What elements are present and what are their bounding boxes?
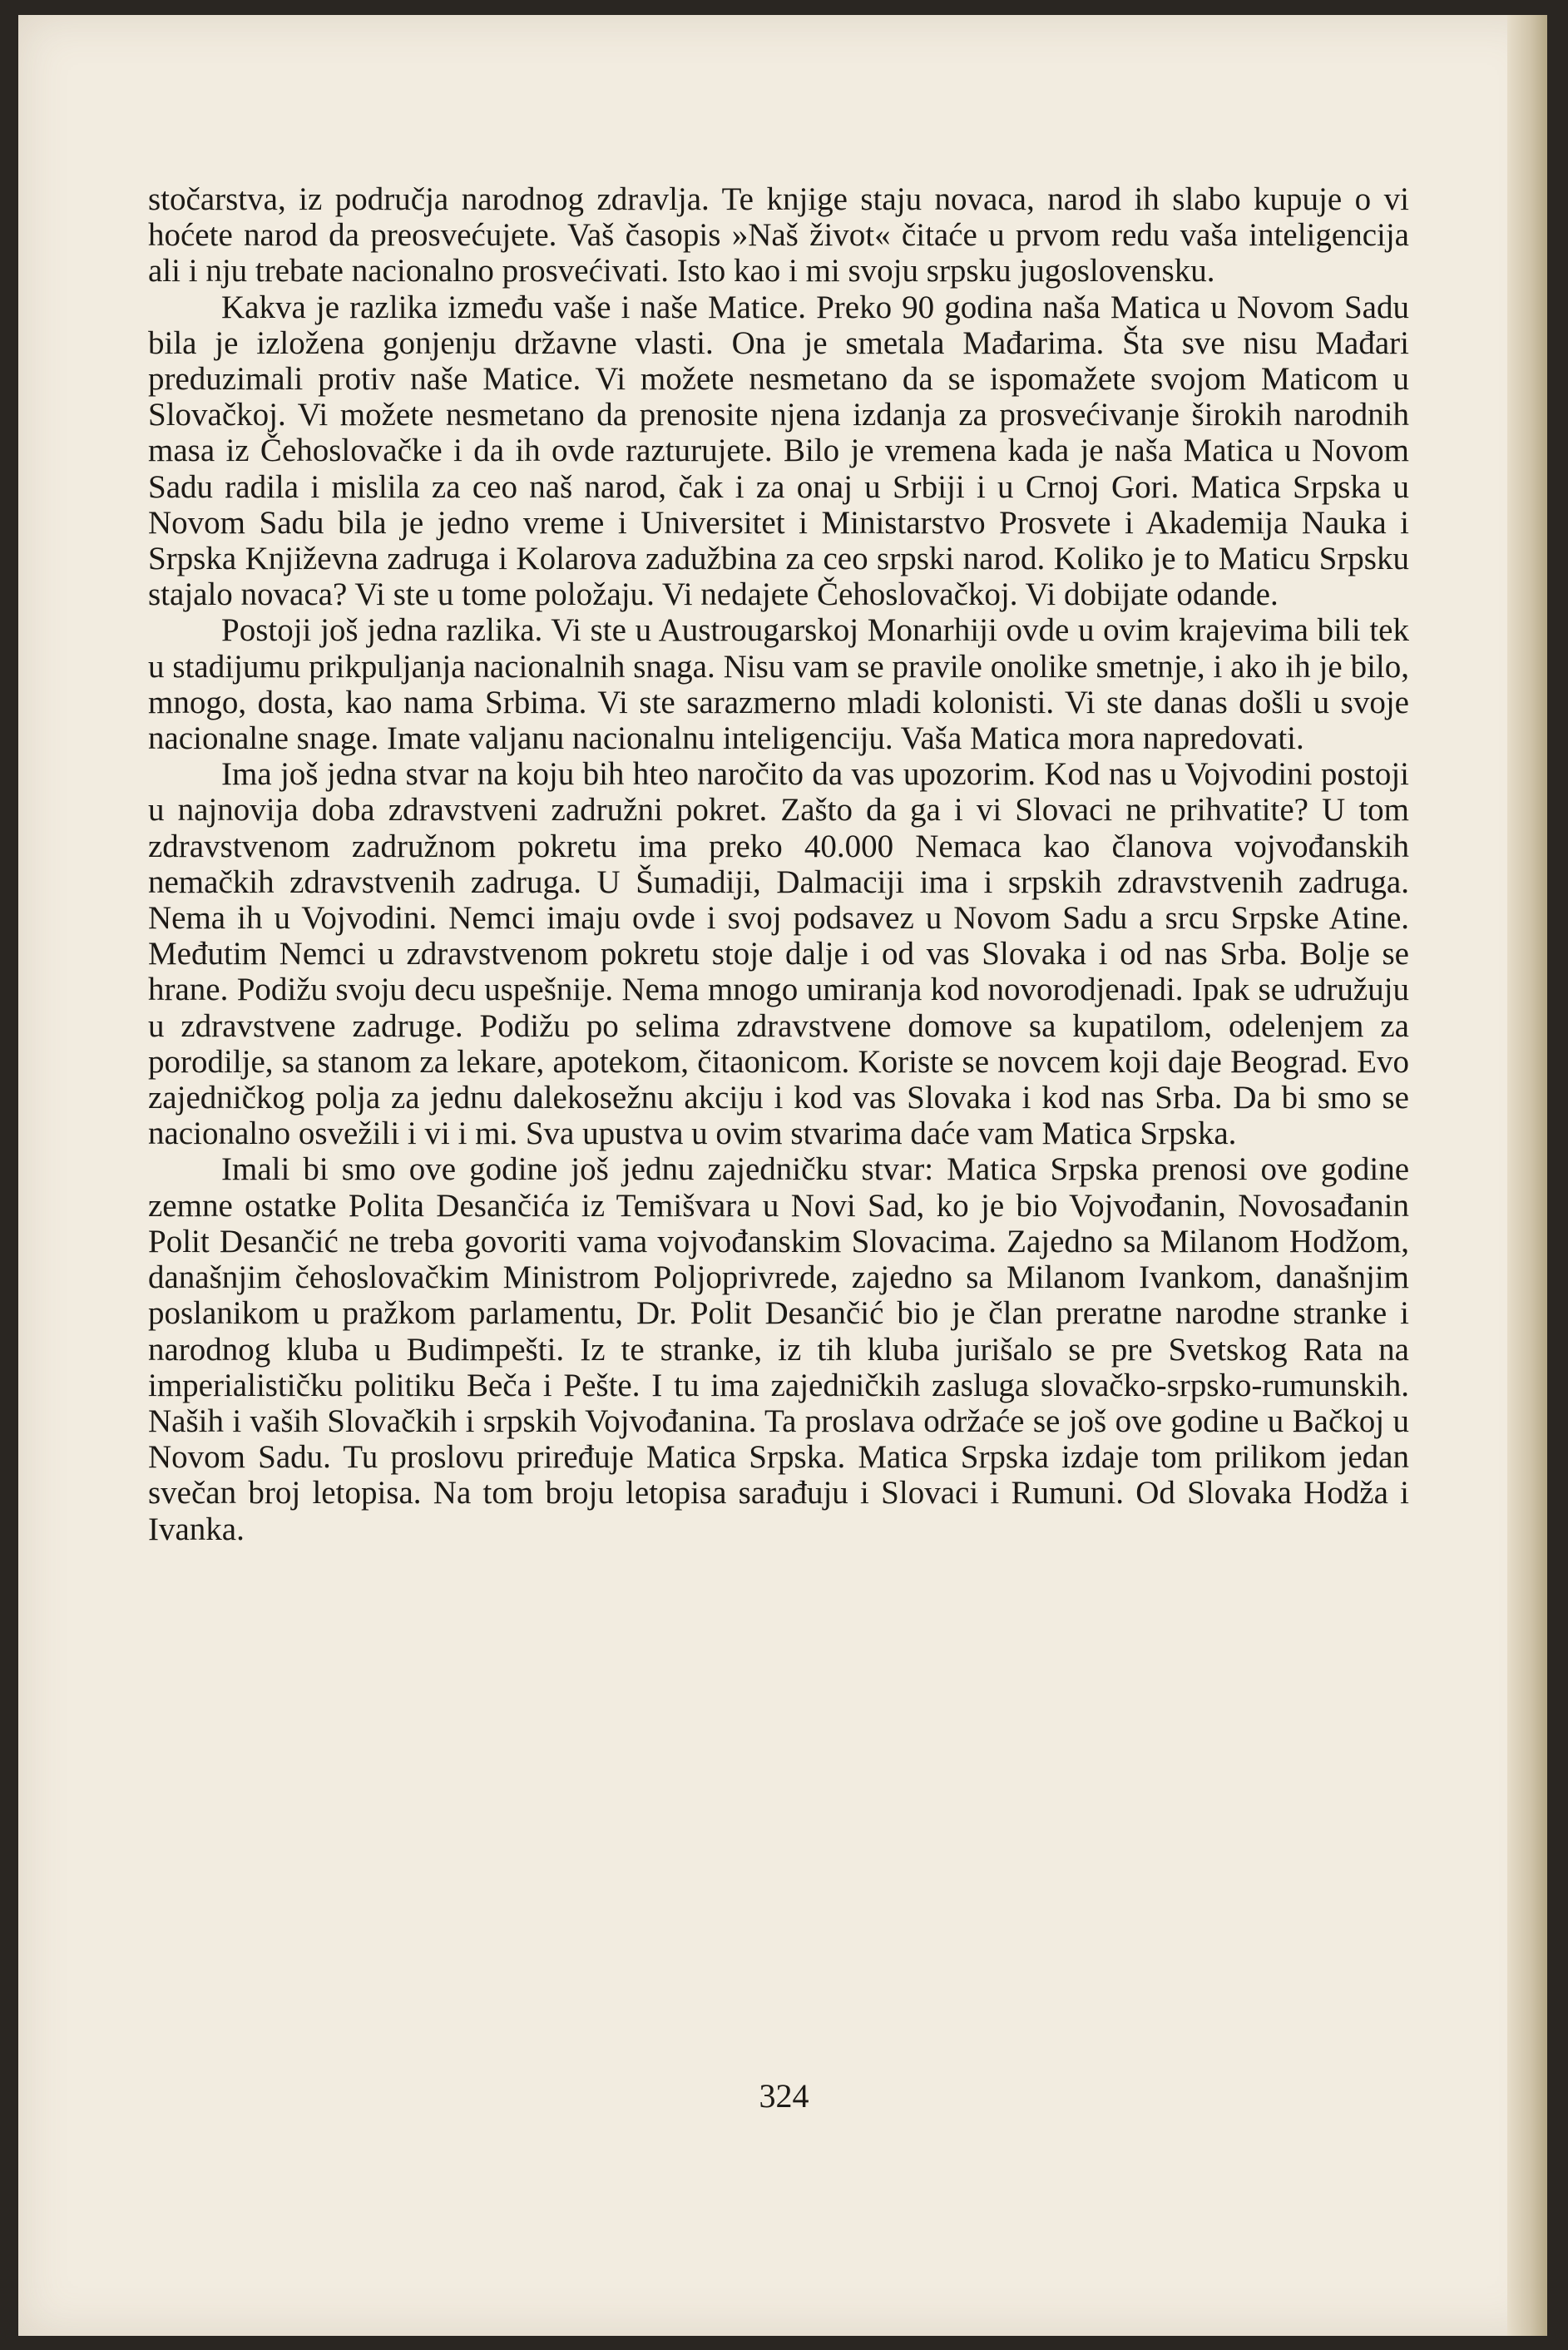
page-number: 324 <box>759 2077 809 2115</box>
paragraph-2: Kakva je razlika između vaše i naše Matice. Preko 90 godina naša Matica u Novom Sadu bila je izložena gonjenju državne vlasti. Ona je smetala Mađarima. Šta sve nisu Mađari preduzimali protiv naše Matice. Vi možete nesmetano da se ispomažete svojom Maticom u Slovačkoj. Vi možete nesmetano da prenosite njena izdanja za prosvećivanje širokih narodnih masa iz Čehoslovačke i da ih ovde razturujete. Bilo je vremena kada je naša Matica u Novom Sadu radila i mislila za ceo naš narod, čak i za onaj u Srbiji i u Crnoj Gori. Matica Srpska u Novom Sadu bila je jedno vreme i Universitet i Ministarstvo Prosvete i Akademija Nauka i Srpska Književna zadruga i Kolarova zadužbina za ceo srpski narod. Koliko je to Maticu Srpsku stajalo novaca? Vi ste u tome položaju. Vi nedajete Čehoslovačkoj. Vi dobijate odande. <box>148 289 1409 613</box>
paragraph-1: stočarstva, iz područja narodnog zdravlja. Te knjige staju novaca, narod ih slabo kupuje o vi hoćete narod da preosvećujete. Vaš časopis »Naš život« čitaće u prvom redu vaša inteligencija ali i nju trebate nacionalno prosvećivati. Isto kao i mi svoju srpsku jugoslovensku. <box>148 181 1409 289</box>
paragraph-3: Postoji još jedna razlika. Vi ste u Austrougarskoj Monarhiji ovde u ovim krajevima bili tek u stadijumu prikpuljanja nacionalnih snaga. Nisu vam se pravile onolike smetnje, i ako ih je bilo, mnogo, dosta, kao nama Srbima. Vi ste sarazmerno mladi kolonisti. Vi ste danas došli u svoje nacionalne snage. Imate valjanu nacionalnu inteligenciju. Vaša Matica mora napredovati. <box>148 612 1409 757</box>
paragraph-4: Ima još jedna stvar na koju bih hteo naročito da vas upozorim. Kod nas u Vojvodini postoji u najnovija doba zdravstveni zadružni pokret. Zašto da ga i vi Slovaci ne prihvatite? U tom zdravstvenom zadružnom pokretu ima preko 40.000 Nemaca kao članova vojvođanskih nemačkih zdravstvenih zadruga. U Šumadiji, Dalmaciji ima i srpskih zdravstvenih zadruga. Nema ih u Vojvodini. Nemci imaju ovde i svoj podsavez u Novom Sadu a srcu Srpske Atine. Međutim Nemci u zdravstvenom pokretu stoje dalje i od vas Slovaka i od nas Srba. Bolje se hrane. Podižu svoju decu uspešnije. Nema mnogo umiranja kod novorodjenadi. Ipak se udružuju u zdravstvene zadruge. Podižu po selima zdravstvene domove sa kupatilom, odelenjem za porodilje, sa stanom za lekare, apotekom, čitaonicom. Koriste se novcem koji daje Beograd. Evo zajedničkog polja za jednu dalekosežnu akciju i kod vas Slovaka i kod nas Srba. Da bi smo se nacionalno osvežili i vi i mi. Sva upustva u ovim stvarima daće vam Matica Srpska. <box>148 756 1409 1152</box>
page-spine-edge <box>1507 15 1547 2336</box>
body-text <box>148 181 1409 1547</box>
paragraph-5: Imali bi smo ove godine još jednu zajedničku stvar: Matica Srpska prenosi ove godine zemne ostatke Polita Desančića iz Temišvara u Novi Sad, ko je bio Vojvođanin, Novosađanin Polit Desančić ne treba govoriti vama vojvođanskim Slovacima. Zajedno sa Milanom Hodžom, današnjim čehoslovačkim Ministrom Poljoprivrede, zajedno sa Milanom Ivankom, današnjim poslanikom u pražkom parlamentu, Dr. Polit Desančić bio je član preratne narodne stranke i narodnog kluba u Budimpešti. Iz te stranke, iz tih kluba jurišalo se pre Svetskog Rata na imperialističku politiku Beča i Pešte. I tu ima zajedničkih zasluga slovačko-srpsko-rumunskih. Naših i vaših Slovačkih i srpskih Vojvođanina. Ta proslava održaće se još ove godine u Bačkoj u Novom Sadu. Tu proslovu priređuje Matica Srpska. Matica Srpska izdaje tom prilikom jedan svečan broj letopisa. Na tom broju letopisa sarađuju i Slovaci i Rumuni. Od Slovaka Hodža i Ivanka. <box>148 1151 1409 1547</box>
